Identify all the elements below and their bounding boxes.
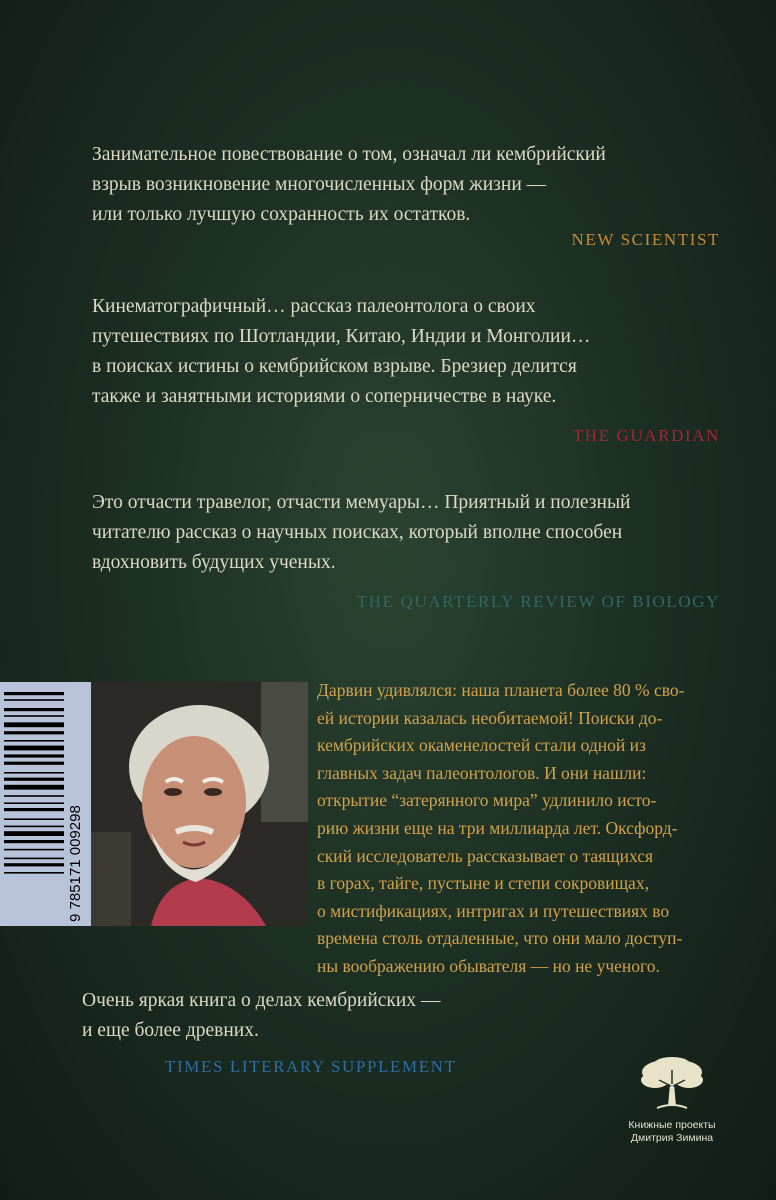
review-1-line: Занимательное повествование о том, означал ли кембрийский	[92, 144, 606, 165]
review-source-new-scientist: NEW SCIENTIST	[571, 230, 720, 249]
barcode-bar	[4, 872, 64, 874]
barcode-bar	[4, 826, 64, 828]
author-portrait	[91, 682, 308, 926]
barcode-bar	[4, 746, 64, 751]
barcode-bar	[4, 802, 64, 804]
description-line: ей истории казалась необитаемой! Поиски до-	[317, 707, 663, 728]
description-line: Дарвин удивлялся: наша планета более 80 % сво-	[317, 680, 685, 700]
description-line: главных задач палеонтологов. И они нашли:	[317, 762, 647, 783]
book-description	[317, 677, 722, 981]
barcode-bar	[4, 762, 64, 765]
description-line: рию жизни еще на три миллиарда лет. Оксфорд-	[317, 817, 678, 838]
review-2-line: Кинематографичный… рассказ палеонтолога о своих	[92, 296, 536, 317]
barcode-bar	[4, 831, 64, 836]
barcode-bar	[4, 778, 64, 781]
publisher-logo	[612, 1056, 732, 1145]
description-line: о мистификациях, интригах и путешествиях во	[317, 900, 670, 921]
publisher-name-line2: Дмитрия Зимина	[630, 1132, 714, 1144]
barcode-bar	[4, 754, 64, 757]
barcode-bar	[4, 840, 64, 843]
barcode-bar	[4, 692, 64, 695]
barcode-bar	[4, 715, 64, 717]
review-3-line: Это отчасти травелог, отчасти мемуары… Приятный и полезный	[92, 492, 631, 513]
publisher-name-line1: Книжные проекты	[628, 1119, 716, 1131]
barcode-bar	[4, 722, 64, 727]
barcode-bar	[4, 849, 64, 851]
barcode-bar	[4, 699, 64, 701]
review-3-line: читателю рассказ о научных поисках, который вполне способен	[92, 522, 623, 543]
review-1-line: или только лучшую сохранность их остатков.	[92, 204, 471, 225]
barcode-digits: 9 785171 009298	[67, 805, 84, 922]
tree-icon	[637, 1056, 707, 1114]
review-quote-3	[92, 488, 722, 578]
author-photo	[91, 682, 308, 926]
review-quote-2	[92, 292, 722, 412]
review-source-quarterly-review: THE QUARTERLY REVIEW OF BIOLOGY	[356, 592, 720, 611]
description-line: времена столь отдаленные, что они мало доступ-	[317, 928, 683, 949]
description-line: ны воображению обывателя — но не ученого.	[317, 955, 660, 976]
barcode-bar	[4, 808, 64, 811]
review-2-line: в поисках истины о кембрийском взрыве. Брезиер делится	[92, 356, 577, 377]
barcode-bar	[4, 731, 64, 734]
description-line: в горах, тайге, пустыне и степи сокровищах,	[317, 873, 649, 894]
barcode-bar	[4, 795, 64, 797]
description-line: ский исследователь рассказывает о таящихся	[317, 845, 654, 866]
review-source-tls: TIMES LITERARY SUPPLEMENT	[165, 1057, 457, 1076]
review-4-line: Очень яркая книга о делах кембрийских —	[82, 990, 441, 1011]
barcode-bar	[4, 785, 64, 790]
description-line: кембрийских окаменелостей стали одной из	[317, 735, 646, 756]
description-line: открытие “затерянного мира” удлинило исто-	[317, 790, 657, 811]
review-2-line: путешествиях по Шотландии, Китаю, Индии и Монголии…	[92, 326, 591, 347]
review-quote-1	[92, 140, 722, 230]
barcode-bar	[4, 708, 64, 711]
barcode-bar	[4, 772, 64, 774]
barcode-bar	[4, 858, 64, 860]
review-quote-4	[82, 986, 542, 1046]
isbn-barcode	[0, 682, 91, 926]
barcode-bar	[4, 863, 64, 866]
review-3-line: вдохновить будущих ученых.	[92, 552, 336, 573]
review-source-guardian: THE GUARDIAN	[572, 426, 720, 445]
barcode-bars	[0, 682, 91, 926]
review-4-line: и еще более древних.	[82, 1020, 259, 1041]
review-1-line: взрыв возникновение многочисленных форм жизни —	[92, 174, 547, 195]
barcode-bar	[4, 818, 64, 820]
review-2-line: также и занятными историями о соперничестве в науке.	[92, 386, 557, 407]
barcode-bar	[4, 740, 64, 742]
